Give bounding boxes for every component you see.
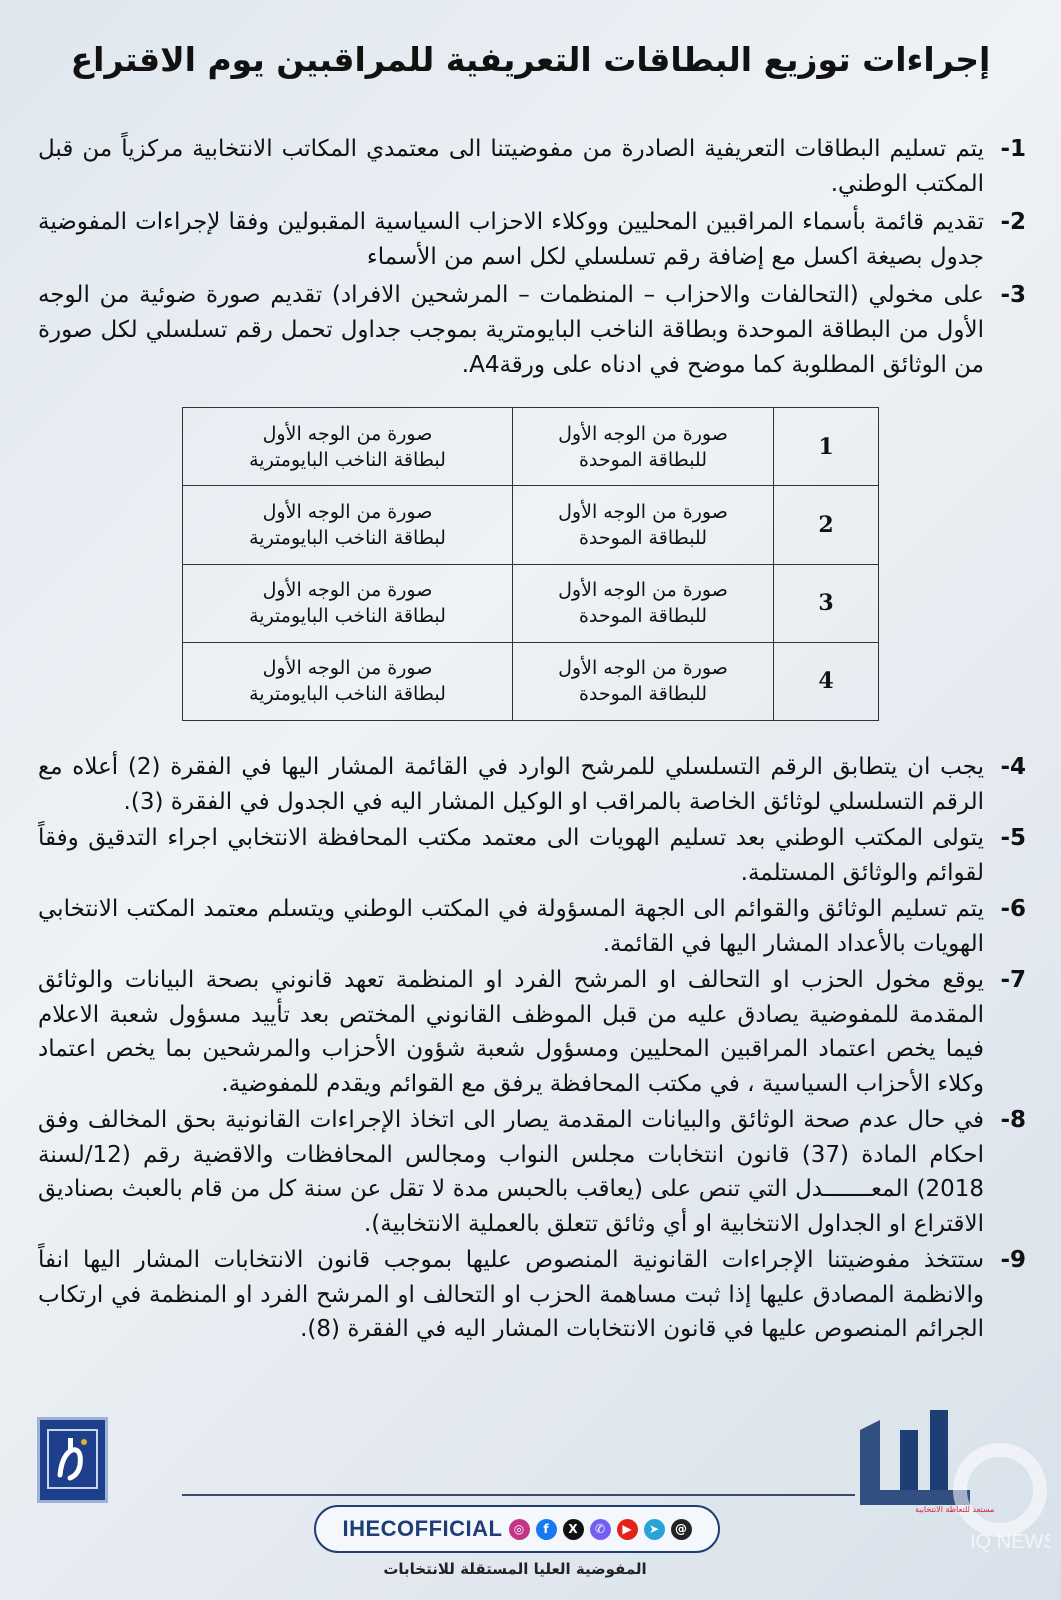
social-handle-bar [314,1505,720,1553]
item-text: يوقع مخول الحزب او التحالف او المرشح الفرد او المنظمة تعهد قانوني بصحة البيانات والوثائق المقدمة للمفوضية يصادق عليه من قبل الموظف القانوني المختص بعد تأييد مسؤول شعبة الاعلام فيما يخص اعتماد المراقبين المحليين ومسؤول شعبة شؤون الأحزاب والمرشحين بما يخص اعتماد وكلاء الأحزاب السياسية ، في مكتب المحافظة يرفق مع القوائم ويقدم للمفوضية. [38,967,984,1097]
cell-line: صورة من الوجه الأول [558,579,728,602]
row-number: 4 [774,642,879,720]
cell-line: صورة من الوجه الأول [262,500,433,523]
facebook-icon[interactable]: f [536,1519,557,1540]
list-item [38,1103,1026,1241]
item-text: ستتخذ مفوضيتنا الإجراءات القانونية المنصوص عليها بموجب قانون الانتخابات المشار اليها انفاً والانظمة المصادق عليها إذا ثبت مساهمة الحزب او التحالف او المرشح الفرد او المنظمة في ارتكاب الجرائم المنصوص عليها في قانون الانتخابات المشار اليه في الفقرة (8). [38,1247,984,1342]
item-number: -5 [1000,825,1026,851]
list-item [38,963,1026,1101]
commission-name: المفوضية العليا المستقلة للانتخابات [383,1560,647,1578]
list-item [38,1243,1026,1347]
item-text: تقديم قائمة بأسماء المراقبين المحليين ووكلاء الاحزاب السياسية المقبولين وفقا لإجراءات المفوضية جدول بصيغة اكسل مع إضافة رقم تسلسلي لكل اسم من الأسماء [38,209,984,270]
item-number: -4 [1000,754,1026,780]
cell-line: لبطاقة الناخب البايومترية [249,448,446,471]
cell-line: صورة من الوجه الأول [558,422,728,445]
row-number: 3 [774,564,879,642]
cell-line: صورة من الوجه الأول [262,579,433,602]
list-item [38,278,1026,383]
cell-line: صورة من الوجه الأول [558,500,728,523]
cell-line: للبطاقة الموحدة [578,683,708,706]
cell-line: صورة من الوجه الأول [262,657,433,680]
ihec-emblem-icon [40,1420,105,1500]
yalla-brand-icon [860,1410,1050,1560]
list-item [38,821,1026,890]
cell-line: للبطاقة الموحدة [578,448,708,471]
list-item [38,750,1026,819]
item-number: -8 [1000,1107,1026,1133]
ihec-logo [37,1417,108,1503]
table-row [183,564,879,642]
procedure-list-bottom [38,750,1026,1349]
item-text: على مخولي (التحالفات والاحزاب – المنظمات – المرشحين الافراد) تقديم صورة ضوئية من الوجه الأول من البطاقة الموحدة وبطاقة الناخب البايومترية بموجب جداول تحمل رقم تسلسلي لكل صورة من الوثائق المطلوبة كما موضح في ادناه على ورقةA4. [38,282,984,378]
biometric-card-cell [183,408,513,486]
list-item [38,205,1026,275]
cell-line: للبطاقة الموحدة [578,526,708,549]
cell-line: لبطاقة الناخب البايومترية [249,526,446,549]
table-row [183,486,879,564]
yalla-subtitle: مستعد للتعاطة الانتخابية [915,1505,995,1514]
unified-card-cell [513,486,774,564]
cell-line: للبطاقة الموحدة [578,605,708,628]
item-number: -7 [1000,967,1026,993]
procedure-list-top [38,132,1026,386]
item-number: -3 [1000,282,1026,308]
table-row [183,642,879,720]
item-text: في حال عدم صحة الوثائق والبيانات المقدمة يصار الى اتخاذ الإجراءات القانونية بحق المخالف وفق احكام المادة (37) قانون انتخابات مجلس النواب ومجالس المحافظات والاقضية رقم (12/لسنة 2018) المعـــــــدل التي تنص على (يعاقب بالحبس مدة لا تقل عن سنة كل من قام بالعبث بصناديق الاقتراع او الجداول الانتخابية او أي وثائق تتعلق بالعملية الانتخابية). [38,1107,984,1237]
unified-card-cell [513,642,774,720]
cell-line: صورة من الوجه الأول [262,422,433,445]
biometric-card-cell [183,486,513,564]
x-icon[interactable]: X [563,1519,584,1540]
cell-line: لبطاقة الناخب البايومترية [249,605,446,628]
cell-line: صورة من الوجه الأول [558,657,728,680]
biometric-card-cell [183,564,513,642]
item-text: يجب ان يتطابق الرقم التسلسلي للمرشح الوارد في القائمة المشار اليها في الفقرة (2) أعلاه مع الرقم التسلسلي لوثائق الخاصة بالمراقب او الوكيل المشار اليه في الجدول في الفقرة (3). [38,754,984,815]
item-text: يتم تسليم الوثائق والقوائم الى الجهة المسؤولة في المكتب الوطني ويتسلم معتمد المكتب الانتخابي الهويات بالأعداد المشار اليها في القائمة. [38,896,984,957]
documents-table [182,407,879,721]
row-number: 2 [774,486,879,564]
page-title: إجراءات توزيع البطاقات التعريفية للمراقبين يوم الاقتراع [70,40,991,79]
telegram-icon[interactable]: ➤ [644,1519,665,1540]
unified-card-cell [513,564,774,642]
item-number: -2 [1000,209,1026,235]
unified-card-cell [513,408,774,486]
item-number: -9 [1000,1247,1026,1273]
youtube-icon[interactable]: ▶ [617,1519,638,1540]
item-number: -1 [1000,136,1026,162]
cell-line: لبطاقة الناخب البايومترية [249,683,446,706]
item-number: -6 [1000,896,1026,922]
instagram-icon[interactable]: ◎ [509,1519,530,1540]
biometric-card-cell [183,642,513,720]
footer-divider [182,1494,855,1496]
threads-icon[interactable]: @ [671,1519,692,1540]
item-text: يتم تسليم البطاقات التعريفية الصادرة من مفوضيتنا الى معتمدي المكاتب الانتخابية مركزياً من قبل المكتب الوطني. [38,136,984,197]
item-text: يتولى المكتب الوطني بعد تسليم الهويات الى معتمد مكتب المحافظة الانتخابي اجراء التدقيق وفقاً لقوائم والوثائق المستلمة. [38,825,984,886]
official-handle[interactable]: IHECOFFICIAL [342,1516,503,1541]
yalla-logo [860,1410,1050,1560]
table-row [183,408,879,486]
list-item [38,892,1026,961]
row-number: 1 [774,408,879,486]
viber-icon[interactable]: ✆ [590,1519,611,1540]
list-item [38,132,1026,202]
iq-news-watermark: IQ NEWS [970,1531,1050,1553]
